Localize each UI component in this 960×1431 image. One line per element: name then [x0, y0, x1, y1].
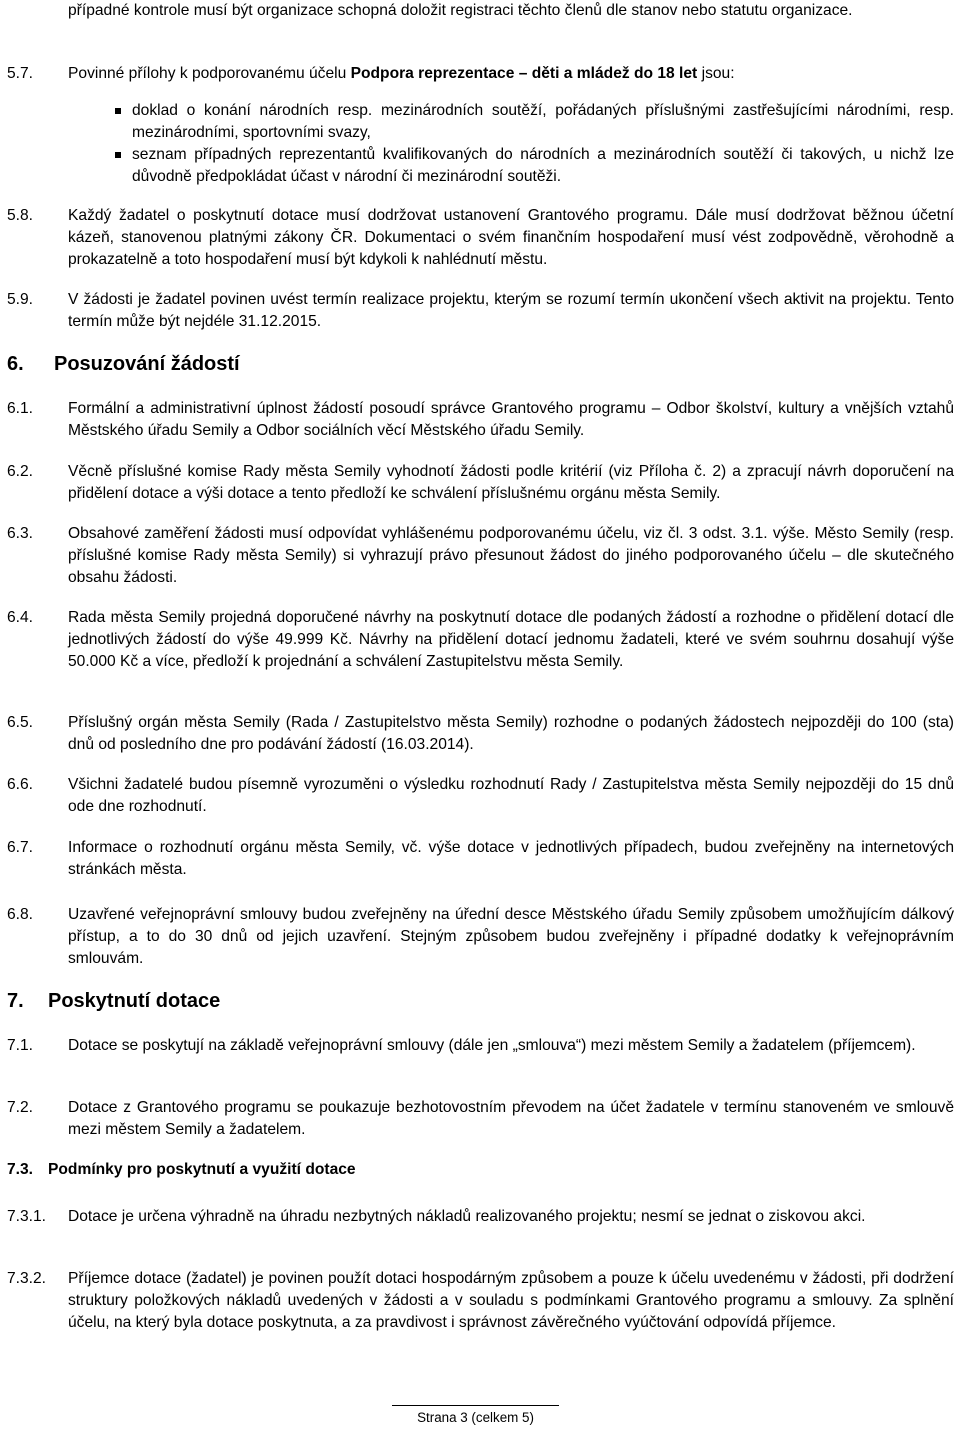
paragraph-text: Příjemce dotace (žadatel) je povinen použít dotaci hospodárným způsobem a pouze k účelu uvedenému v žádosti, při dodržení struktury položkových nákladů uvedených v žádosti a v souladu s podmínkami Grantového programu a smlouvy. Za splnění účelu, na který byla dotace poskytnuta, a za pravdivost i správnost závěrečného vyúčtování odpovídá příjemce.	[68, 1270, 954, 1331]
square-bullet-icon	[115, 152, 121, 158]
paragraph-5-8	[7, 205, 954, 271]
paragraph-number: 6.5.	[7, 714, 34, 731]
paragraph-6-4	[7, 607, 954, 673]
paragraph-number: 6.6.	[7, 776, 34, 793]
paragraph-text: Informace o rozhodnutí orgánu města Semily, vč. výše dotace v jednotlivých případech, budou zveřejněny na internetových stránkách města.	[68, 839, 954, 878]
paragraph-text: Rada města Semily projedná doporučené návrhy na poskytnutí dotace dle podaných žádostí a rozhodne o přidělení dotací dle jednotlivých žádostí do výše 49.999 Kč. Návrhy na přidělení dotací jednomu žadateli, které ve svém souhrnu dosahují výše 50.000 Kč a více, předloží k projednání a schválení Zastupitelstvu města Semily.	[68, 609, 954, 670]
square-bullet-icon	[115, 108, 121, 114]
paragraph-text: Příslušný orgán města Semily (Rada / Zastupitelstvo města Semily) rozhodne o podaných žádostech nejpozději do 100 (sta) dnů od posledního dne pro podávání žádostí (16.03.2014).	[68, 714, 954, 753]
section-heading-6: 6. Posuzování žádostí	[7, 353, 240, 375]
attachment-list	[0, 100, 954, 188]
paragraph-text: případné kontrole musí být organizace schopná doložit registraci těchto členů dle stanov nebo statutu organizace.	[68, 2, 853, 19]
subsection-heading-7-3: 7.3. Podmínky pro poskytnutí a využití dotace	[7, 1161, 356, 1178]
paragraph-6-8	[7, 904, 954, 970]
paragraph-number: 7.1.	[7, 1037, 34, 1054]
paragraph-continuation	[7, 0, 954, 22]
paragraph-text: Každý žadatel o poskytnutí dotace musí dodržovat ustanovení Grantového programu. Dále musí dodržovat běžnou účetní kázeň, stanovenou platnými zákony ČR. Dokumentaci o svém finančním hospodaření musí vést zodpovědně, věrohodně a prokazatelně a toto hospodaření musí být kdykoli k nahlédnutí městu.	[68, 207, 954, 268]
paragraph-text: Uzavřené veřejnoprávní smlouvy budou zveřejněny na úřední desce Městského úřadu Semily způsobem umožňujícím dálkový přístup, a to do 30 dnů od jejich uzavření. Stejným způsobem budou zveřejněny i případné dodatky k veřejnoprávním smlouvám.	[68, 906, 954, 967]
paragraph-6-5	[7, 712, 954, 756]
paragraph-number: 6.1.	[7, 400, 34, 417]
paragraph-5-9	[7, 289, 954, 333]
paragraph-7-1	[7, 1035, 954, 1057]
paragraph-number: 6.4.	[7, 609, 34, 626]
paragraph-text: Formální a administrativní úplnost žádostí posoudí správce Grantového programu – Odbor školství, kultury a vnějších vztahů Městského úřadu Semily a Odbor sociálních věcí Městského úřadu Semily.	[68, 400, 954, 439]
paragraph-number: 7.3.1.	[7, 1208, 47, 1225]
page-footer: Strana 3 (celkem 5)	[417, 1410, 534, 1425]
paragraph-number: 6.7.	[7, 839, 34, 856]
paragraph-text: Dotace z Grantového programu se poukazuje bezhotovostním převodem na účet žadatele v termínu stanoveném ve smlouvě mezi městem Semily a žadatelem.	[68, 1099, 954, 1138]
paragraph-text: Povinné přílohy k podporovanému účelu Podpora reprezentace – děti a mládež do 18 let jsou:	[68, 65, 735, 82]
paragraph-text: Věcně příslušné komise Rady města Semily vyhodnotí žádosti podle kritérií (viz Příloha č. 2) a zpracují návrh doporučení na přidělení dotace a výši dotace a tento předloží ke schválení příslušnému orgánu města Semily.	[68, 463, 954, 502]
paragraph-number: 5.8.	[7, 207, 34, 224]
paragraph-number: 6.8.	[7, 906, 34, 923]
paragraph-6-2	[7, 461, 954, 505]
paragraph-text: Všichni žadatelé budou písemně vyrozuměni o výsledku rozhodnutí Rady / Zastupitelstva města Semily nejpozději do 15 dnů ode dne rozhodnutí.	[68, 776, 954, 815]
paragraph-text: V žádosti je žadatel povinen uvést termín realizace projektu, kterým se rozumí termín ukončení všech aktivit na projektu. Tento termín může být nejdéle 31.12.2015.	[68, 291, 954, 330]
paragraph-7-3-1	[7, 1206, 954, 1228]
paragraph-6-7	[7, 837, 954, 881]
bold-purpose: Podpora reprezentace – děti a mládež do 18 let	[350, 65, 698, 82]
paragraph-text: Dotace se poskytují na základě veřejnoprávní smlouvy (dále jen „smlouva“) mezi městem Semily a žadatelem (příjemcem).	[68, 1037, 916, 1054]
paragraph-number: 7.2.	[7, 1099, 34, 1116]
paragraph-5-7	[7, 63, 954, 85]
paragraph-number: 7.3.2.	[7, 1270, 47, 1287]
footer-divider	[392, 1405, 559, 1406]
section-heading-7: 7. Poskytnutí dotace	[7, 990, 221, 1012]
paragraph-text: Dotace je určena výhradně na úhradu nezbytných nákladů realizovaného projektu; nesmí se jednat o ziskovou akci.	[68, 1208, 866, 1225]
paragraph-7-3-2	[7, 1268, 954, 1334]
paragraph-text: Obsahové zaměření žádosti musí odpovídat vyhlášenému podporovanému účelu, viz čl. 3 odst. 3.1. výše. Město Semily (resp. příslušné komise Rady města Semily) si vyhrazují právo přesunout žádost do jiného podporovaného účelu – dle skutečného obsahu žádosti.	[68, 525, 954, 586]
paragraph-number: 5.9.	[7, 291, 34, 308]
paragraph-7-2	[7, 1097, 954, 1141]
list-item: doklad o konání národních resp. mezinárodních soutěží, pořádaných příslušnými zastřešujícími národními, resp. mezinárodními, sportovními svazy,	[0, 100, 954, 144]
paragraph-6-6	[7, 774, 954, 818]
paragraph-number: 6.2.	[7, 463, 34, 480]
paragraph-6-3	[7, 523, 954, 589]
paragraph-6-1	[7, 398, 954, 442]
paragraph-number: 6.3.	[7, 525, 34, 542]
paragraph-number: 5.7.	[7, 65, 34, 82]
list-item: seznam případných reprezentantů kvalifikovaných do národních a mezinárodních soutěží či takových, u nichž lze důvodně předpokládat účast v národní či mezinárodní soutěži.	[0, 144, 954, 188]
